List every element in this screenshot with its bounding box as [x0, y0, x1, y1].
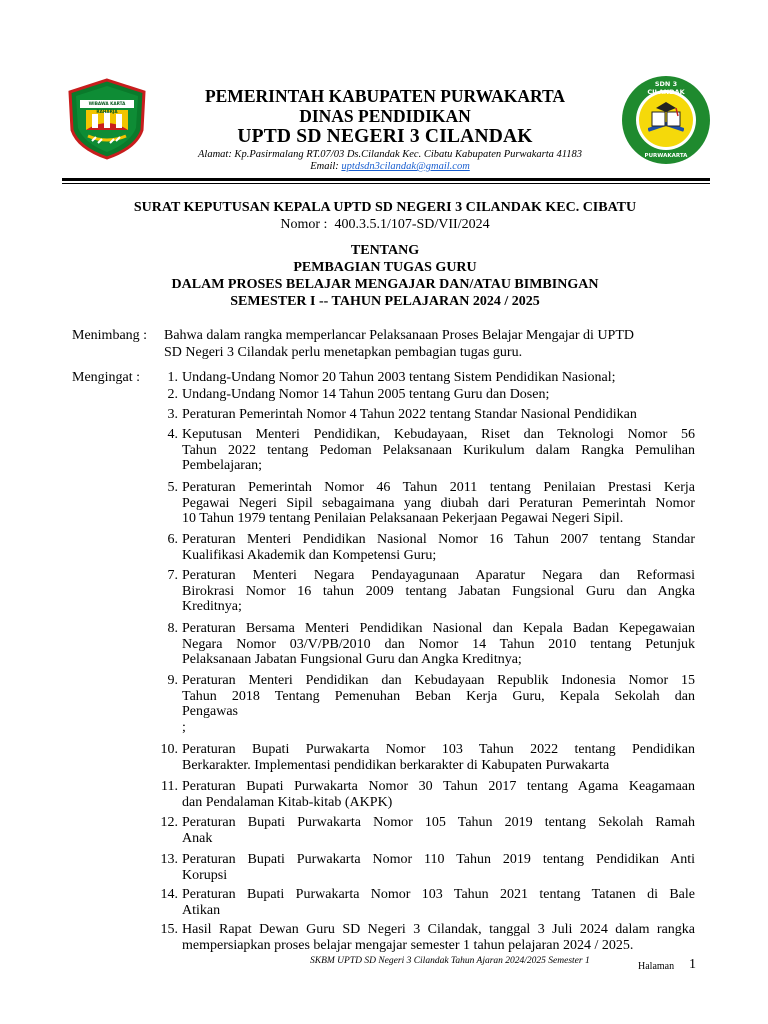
decree-subject-2: DALAM PROSES BELAJAR MENGAJAR DAN/ATAU BIMBINGAN — [171, 277, 599, 292]
mengingat-item-line: Negara Nomor 03/V/PB/2010 dan Nomor 14 Tahun 2010 tentang Petunjuk — [182, 636, 695, 652]
mengingat-item-line: Korupsi — [182, 867, 228, 883]
header-email-line — [120, 161, 660, 172]
mengingat-item-number: 1. — [167, 370, 178, 385]
mengingat-item-line: Keputusan Menteri Pendidikan, Kebudayaan, Riset dan Teknologi Nomor 56 — [182, 427, 695, 442]
mengingat-item-line: Peraturan Menteri Negara Pendayagunaan Aparatur Negara dan Reformasi — [182, 568, 695, 583]
mengingat-item-line: Peraturan Bupati Purwakarta Nomor 30 Tahun 2017 tentang Agama Keagamaan — [182, 779, 695, 794]
footer-page-number: 1 — [689, 957, 696, 972]
mengingat-item-line: Atikan — [182, 902, 221, 918]
mengingat-item-number: 15. — [160, 922, 178, 937]
decree-title: SURAT KEPUTUSAN KEPALA UPTD SD NEGERI 3 CILANDAK KEC. CIBATU — [133, 200, 637, 215]
mengingat-item-number: 6. — [167, 532, 178, 547]
purwakarta-crest-logo — [66, 78, 148, 160]
mengingat-item-line: Kreditnya; — [182, 599, 242, 614]
mengingat-item-line: Hasil Rapat Dewan Guru SD Negeri 3 Cilandak, tanggal 3 Juli 2024 dalam rangka — [182, 922, 695, 937]
mengingat-item-line: Peraturan Bersama Menteri Pendidikan Nasional dan Kepala Badan Kepegawaian — [182, 621, 695, 636]
crest-motto: WIBAWA KARTA RAHARJA — [88, 101, 126, 114]
header-school-name: UPTD SD NEGERI 3 CILANDAK — [237, 126, 533, 147]
mengingat-item-line: Undang-Undang Nomor 14 Tahun 2005 tentang Guru dan Dosen; — [182, 387, 550, 402]
decree-number — [60, 217, 710, 233]
mengingat-item-line: Peraturan Bupati Purwakarta Nomor 103 Tahun 2021 tentang Tatanen di Bale — [182, 887, 695, 902]
mengingat-item-number: 8. — [167, 621, 178, 636]
mengingat-item-line: mempersiapkan proses belajar mengajar semester 1 tahun pelajaran 2024 / 2025. — [182, 937, 634, 953]
footer-halaman-label: Halaman — [638, 961, 675, 972]
decree-subject-1: PEMBAGIAN TUGAS GURU — [293, 260, 477, 275]
mengingat-item-line: Birokrasi Nomor 16 tahun 2009 tentang Jabatan Fungsional Guru dan Angka — [182, 583, 695, 599]
mengingat-item-line: Anak — [182, 830, 213, 846]
mengingat-item-line: 10 Tahun 1979 tentang Penilaian Pelaksanaan Pekerjaan Pegawai Negeri Sipil. — [182, 511, 624, 526]
mengingat-item-line: Peraturan Bupati Purwakarta Nomor 105 Tahun 2019 tentang Sekolah Ramah — [182, 815, 695, 830]
email-label: Email: — [310, 161, 342, 172]
header-address: Alamat: Kp.Pasirmalang RT.07/03 Ds.Cilandak Kec. Cibatu Kabupaten Purwakarta 41183 — [197, 149, 583, 160]
mengingat-item-number: 10. — [160, 742, 178, 757]
decree-number-value: 400.3.5.1/107-SD/VII/2024 — [334, 217, 490, 232]
header-divider-thin — [62, 183, 710, 184]
mengingat-item-line: Peraturan Pemerintah Nomor 46 Tahun 2011 tentang Penilaian Prestasi Kerja — [182, 480, 695, 495]
mengingat-item-line: Peraturan Menteri Pendidikan dan Kebudayaan Republik Indonesia Nomor 15 — [182, 673, 695, 688]
mengingat-item-number: 9. — [167, 673, 178, 688]
mengingat-item-number: 13. — [160, 852, 178, 867]
mengingat-item-line: Pembelajaran; — [182, 458, 263, 473]
mengingat-item-line: Undang-Undang Nomor 20 Tahun 2003 tentang Sistem Pendidikan Nasional; — [182, 370, 616, 385]
mengingat-item-line: Pegawai Negeri Sipil sebagaimana yang diubah dari Peraturan Pemerintah Nomor — [182, 495, 695, 511]
menimbang-line-1: Bahwa dalam rangka memperlancar Pelaksanaan Proses Belajar Mengajar di UPTD — [164, 328, 634, 343]
decree-subject-3: SEMESTER I -- TAHUN PELAJARAN 2024 / 2025 — [230, 294, 540, 309]
header-government: PEMERINTAH KABUPATEN PURWAKARTA — [204, 86, 566, 106]
mengingat-item-line: Peraturan Pemerintah Nomor 4 Tahun 2022 tentang Standar Nasional Pendidikan — [182, 407, 637, 422]
menimbang-label: Menimbang : — [72, 328, 148, 343]
mengingat-item-line: ; — [182, 719, 186, 735]
mengingat-item-line: Berkarakter. Implementasi pendidikan berkarakter di Kabupaten Purwakarta — [182, 757, 610, 773]
mengingat-item-number: 12. — [160, 815, 178, 830]
mengingat-item-line: Tahun 2018 Tentang Pemenuhan Beban Kerja Guru, Kepala Sekolah dan — [182, 688, 695, 704]
mengingat-item-number: 4. — [167, 427, 178, 442]
mengingat-item-number: 11. — [161, 779, 178, 794]
mengingat-item-number: 2. — [167, 387, 178, 402]
mengingat-item-number: 7. — [167, 568, 178, 583]
header-divider-thick — [62, 178, 710, 181]
email-link[interactable]: uptdsdn3cilandak@gmail.com — [341, 161, 470, 172]
mengingat-item-number: 14. — [160, 887, 178, 902]
menimbang-line-2: SD Negeri 3 Cilandak perlu menetapkan pembagian tugas guru. — [164, 345, 523, 360]
school-logo-top-text: SDN 3 CILANDAK — [647, 80, 685, 96]
decree-about: TENTANG — [350, 243, 420, 258]
mengingat-item-line: Peraturan Bupati Purwakarta Nomor 110 Tahun 2019 tentang Pendidikan Anti — [182, 852, 695, 867]
mengingat-item-line: Peraturan Menteri Pendidikan Nasional Nomor 16 Tahun 2007 tentang Standar — [182, 532, 695, 547]
header-department: DINAS PENDIDIKAN — [299, 106, 471, 126]
mengingat-item-number: 5. — [167, 480, 178, 495]
mengingat-item-line: Peraturan Bupati Purwakarta Nomor 103 Tahun 2022 tentang Pendidikan — [182, 742, 695, 757]
mengingat-item-line: Kualifikasi Akademik dan Kompetensi Guru; — [182, 547, 437, 563]
mengingat-item-line: Pelaksanaan Jabatan Fungsional Guru dan Angka Kreditnya; — [182, 652, 522, 667]
mengingat-item-line: Tahun 2022 tentang Pedoman Pelaksanaan Kurikulum dalam Rangka Pemulihan — [182, 442, 695, 458]
mengingat-item-number: 3. — [167, 407, 178, 422]
mengingat-item-line: dan Pendalaman Kitab-kitab (AKPK) — [182, 794, 393, 810]
mengingat-label: Mengingat : — [72, 370, 141, 385]
footer-text: SKBM UPTD SD Negeri 3 Cilandak Tahun Ajaran 2024/2025 Semester 1 — [310, 956, 590, 966]
decree-number-label: Nomor : — [280, 217, 328, 232]
school-logo-bottom-text: PURWAKARTA — [644, 153, 688, 159]
mengingat-item-line: Pengawas — [182, 704, 238, 719]
